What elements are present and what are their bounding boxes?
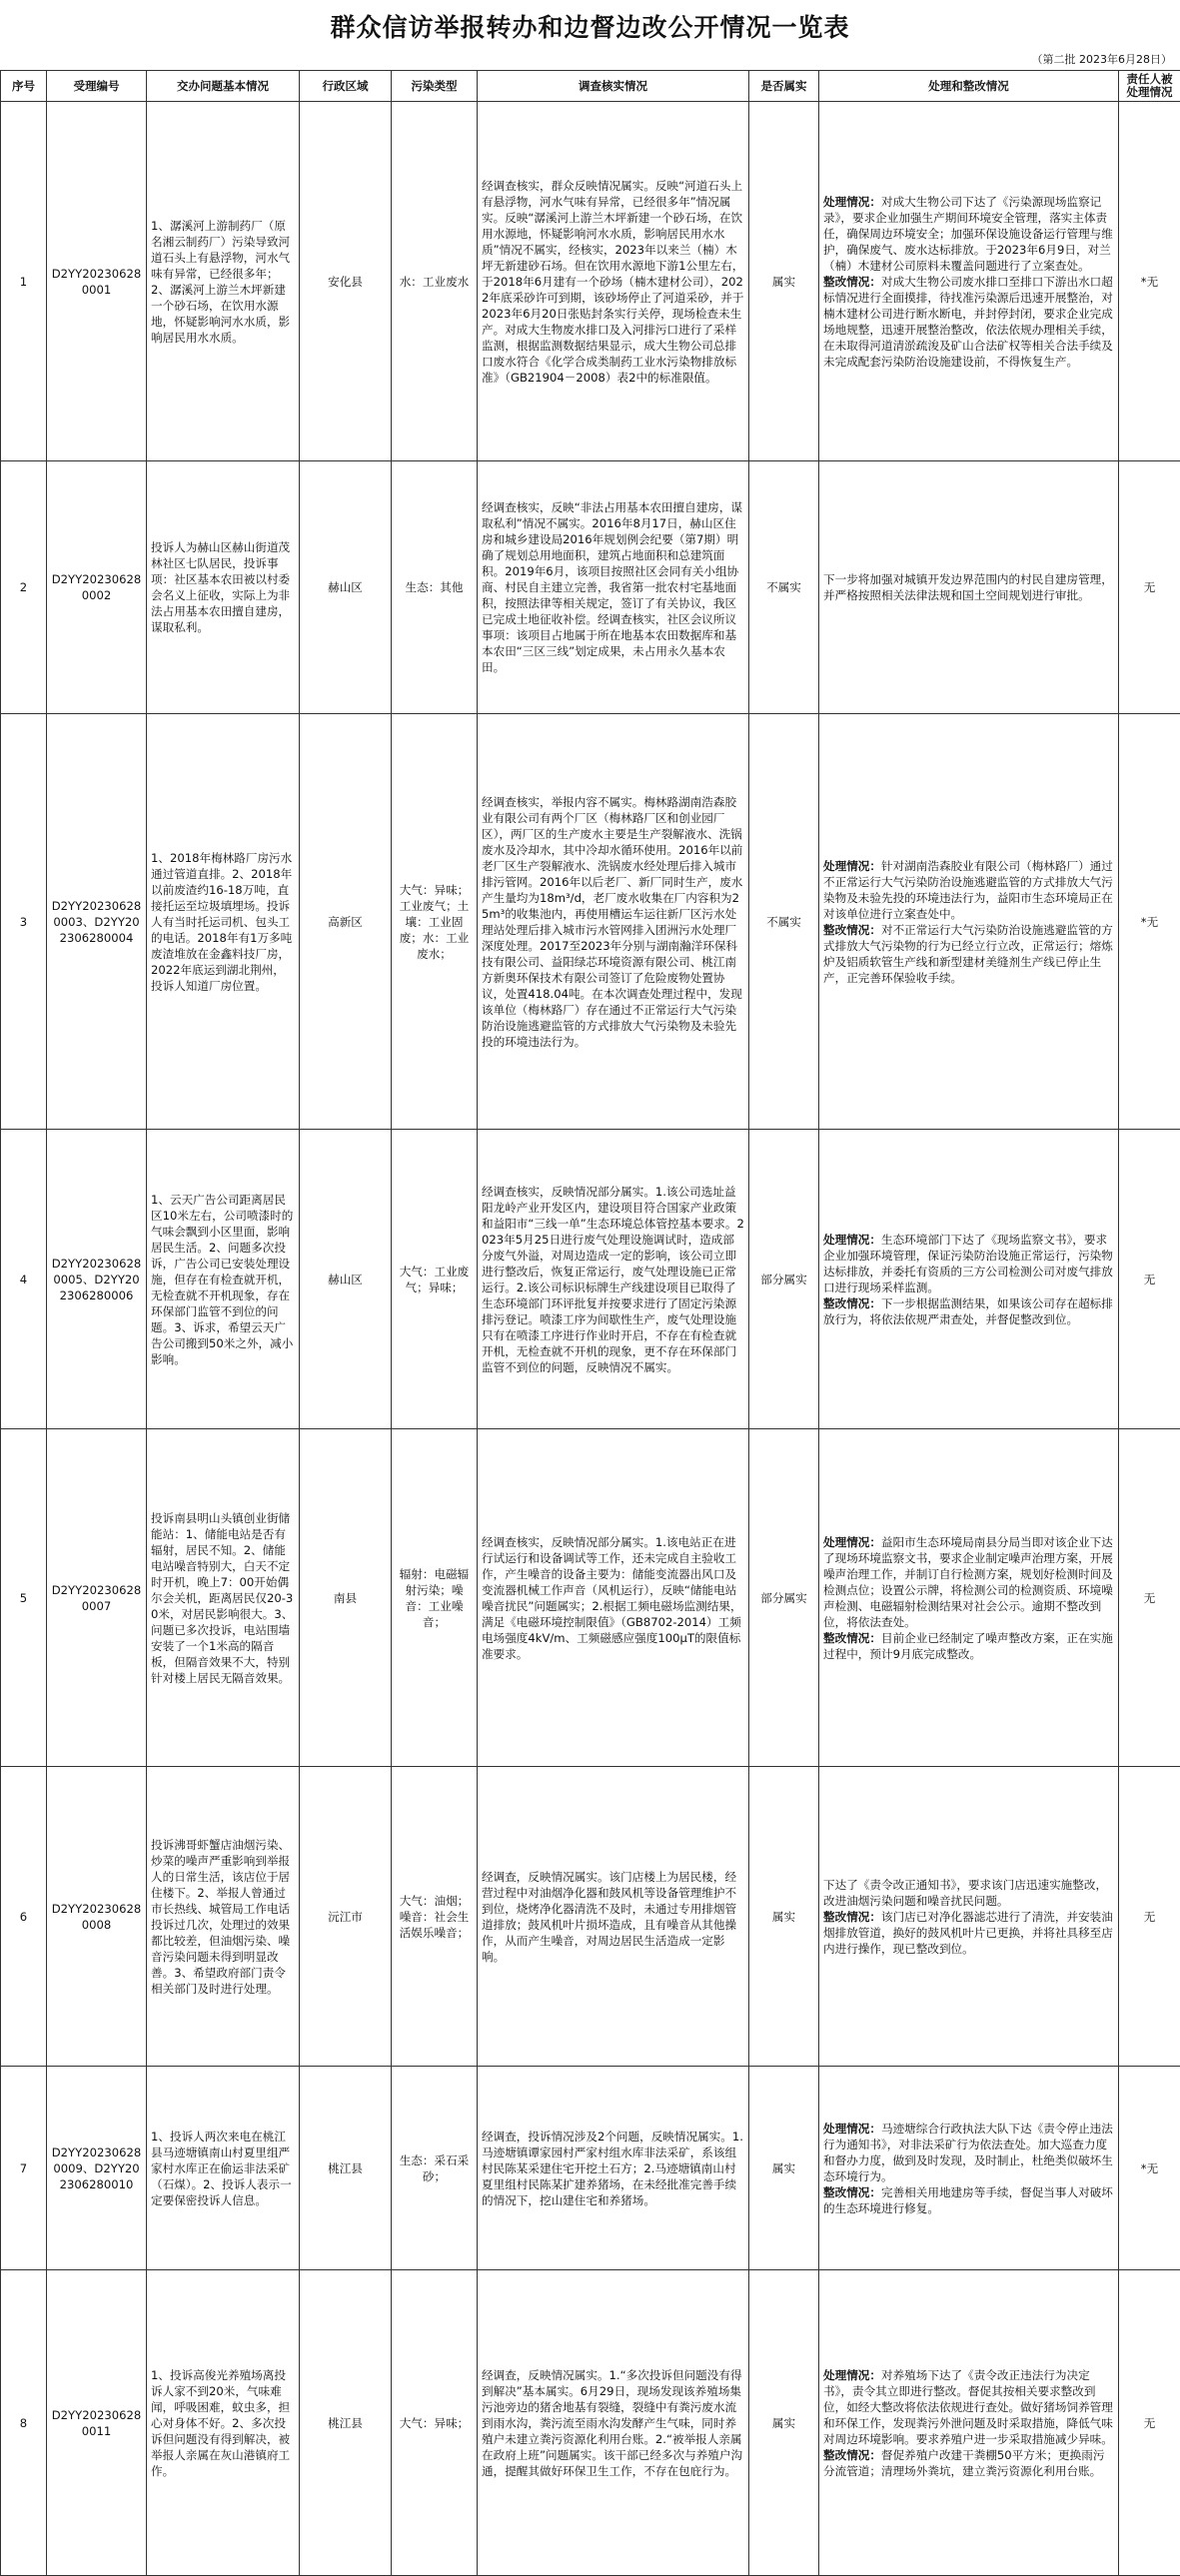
cell-issue: 投诉南县明山头镇创业街储能站：1、储能电站是否有辐射，居民不知。2、储能电站噪音特别大，白天不定时开机，晚上7：00开始偶尔会关机，距离居民仅20-30米，对居民影响很大。3、问题已多次投诉，电站围墙安装了一个1米高的隔音板，但隔音效果不大，特别针对楼上居民无隔音效果。 <box>147 1429 300 1767</box>
cell-pollution: 生态：采石采砂； <box>392 2067 478 2270</box>
cell-issue: 1、云天广告公司距离居民区10米左右，公司喷漆时的气味会飘到小区里面，影响居民生活。2、问题多次投诉，广告公司已安装处理设施，但存在有检查就开机，无检查就不开机现象，存在环保部门监管不到位的问题。3、诉求，希望云天广告公司搬到50米之外，减小影响。 <box>147 1130 300 1429</box>
cell-code: D2YY202306280007 <box>47 1429 147 1767</box>
handling-text: 马迹塘综合行政执法大队下达《责令停止违法行为通知书》，对非法采矿行为依法查处。加大巡查力度和督办力度，做到及时发现，及时制止，杜绝类似破坏生态环境行为。 <box>823 2122 1113 2183</box>
handling-text: 对养殖场下达了《责令改正违法行为决定书》，责令其立即进行整改。督促其按相关要求整改到位，如经大整改将依法依规进行查处。做好猪场饲养管理和环保工作，发现粪污外泄问题及时采取措施，降低气味对周边环境影响。要求养殖户进一步采取措施减少异味。 <box>823 2368 1113 2446</box>
cell-pollution: 大气：异味；工业废气；土壤：工业固废；水：工业废水； <box>392 714 478 1130</box>
table-row <box>1 1429 1180 1767</box>
cell-region: 桃江县 <box>300 2067 392 2270</box>
handling-label: 处理情况： <box>823 2122 881 2136</box>
handling-label: 整改情况： <box>823 1910 881 1924</box>
cell-verified: 部分属实 <box>749 1429 819 1767</box>
handling-paragraph <box>823 2367 1114 2447</box>
handling-paragraph <box>823 274 1114 370</box>
handling-label: 处理情况： <box>823 1535 881 1549</box>
header-issue: 交办问题基本情况 <box>147 71 300 102</box>
cell-investigation: 经调查核实，群众反映情况属实。反映“河道石头上有悬浮物，河水气味有异常，已经很多年”情况属实。反映“潺溪河上游兰木坪新建一个砂石场，在饮用水源地，怀疑影响河水水质，影响居民用水水质”情况不属实，经核实，2023年以来兰（楠）木坪无新建砂石场。但在饮用水源地下游1公里左右，于2018年6月建有一个砂场（楠木建材公司），2022年底采砂许可到期，该砂场停止了河道采砂，并于2023年6月20日张贴封条实行关停，现场检查未生产。对成大生物废水排口及入河排污口进行了采样监测，根据监测数据结果显示，成大生物公司总排口废水符合《化学合成类制药工业水污染物排放标准》（GB21904－2008）表2中的标准限值。 <box>478 102 749 461</box>
header-handling: 处理和整改情况 <box>819 71 1119 102</box>
handling-paragraph <box>823 922 1114 986</box>
cell-region: 沅江市 <box>300 1767 392 2067</box>
cell-verified: 部分属实 <box>749 1130 819 1429</box>
header-code: 受理编号 <box>47 71 147 102</box>
cell-investigation: 经调查核实，反映情况部分属实。1.该电站正在进行试运行和设备调试等工作，还未完成自主验收工作，产生噪音的设备主要为：储能变流器出风口及变流器机械工作声音（风机运行），反映“储能电站噪音扰民”问题属实；2.根据工频电磁场监测结果，满足《电磁环境控制限值》（GB8702-2014）工频电场强度4kV/m、工频磁感应强度100μT的限值标准要求。 <box>478 1429 749 1767</box>
cell-no: 6 <box>1 1767 47 2067</box>
cell-issue: 1、2018年梅林路厂房污水通过管道直排。2、2018年以前废渣约16-18万吨，直接托运至垃圾填埋场。投诉人有当时托运司机、包头工的电话。2018年有1万多吨废渣堆放在金鑫料技厂房，2022年底运到湖北荆州，投诉人知道厂房位置。 <box>147 714 300 1130</box>
cell-issue: 投诉沸哥虾蟹店油烟污染、炒菜的噪声严重影响到举报人的日常生活，该店位于居住楼下。2、举报人曾通过市长热线、城管局工作电话投诉过几次，处理过的效果都比较差，但油烟污染、噪音污染问题未得到明显改善。3、希望政府部门责令相关部门及时进行处理。 <box>147 1767 300 2067</box>
cell-handling <box>819 714 1119 1130</box>
handling-text: 该门店已对净化器滤芯进行了清洗，并安装油烟排放管道，换好的鼓风机叶片已更换，并将社具移至店内进行操作，现已整改到位。 <box>823 1910 1113 1956</box>
cell-code: D2YY202306280009、D2YY202306280010 <box>47 2067 147 2270</box>
header-region: 行政区域 <box>300 71 392 102</box>
cell-verified: 属实 <box>749 1767 819 2067</box>
handling-label: 处理情况： <box>823 195 881 209</box>
cell-no: 5 <box>1 1429 47 1767</box>
handling-paragraph <box>823 858 1114 922</box>
cell-handling <box>819 102 1119 461</box>
header-pollution: 污染类型 <box>392 71 478 102</box>
cell-code: D2YY202306280005、D2YY202306280006 <box>47 1130 147 1429</box>
handling-paragraph <box>823 1534 1114 1630</box>
cell-pollution: 大气：异味； <box>392 2270 478 2576</box>
cell-pollution: 生态：其他 <box>392 461 478 714</box>
cell-accountability: 无 <box>1119 1429 1180 1767</box>
cell-region: 赫山区 <box>300 1130 392 1429</box>
handling-label: 处理情况： <box>823 859 881 873</box>
table-row <box>1 2067 1180 2270</box>
cell-region: 赫山区 <box>300 461 392 714</box>
cell-handling <box>819 1130 1119 1429</box>
handling-paragraph <box>823 2121 1114 2184</box>
cell-issue: 1、投诉人两次来电在桃江县马迹塘镇南山村夏里组严家村水库正在偷运非法采矿（石煤）。2、投诉人表示一定要保密投诉人信息。 <box>147 2067 300 2270</box>
handling-text: 益阳市生态环境局南县分局当即对该企业下达了现场环境监察文书，要求企业制定噪声治理方案，开展噪声治理工作，并制订自行检测方案，规划好检测时间及检测点位；设置公示牌，将检测公司的检测资质、环境噪声检测、电磁辐射检测结果对社会公示。逾期不整改到位，将依法查处。 <box>823 1535 1113 1629</box>
cell-accountability: *无 <box>1119 714 1180 1130</box>
cell-verified: 属实 <box>749 2067 819 2270</box>
handling-paragraph <box>823 1232 1114 1295</box>
cell-code: D2YY202306280008 <box>47 1767 147 2067</box>
cell-investigation: 经调查核实，反映情况部分属实。1.该公司选址益阳龙岭产业开发区内，建设项目符合国家产业政策和益阳市“三线一单”生态环境总体管控基本要求。2023年5月25日进行废气处理设施调试时，造成部分废气外溢，对周边造成一定的影响，该公司立即进行整改后，恢复正常运行，废气处理设施已正常运行。2.该公司标识标牌生产线建设项目已取得了生态环境部门环评批复并按要求进行了固定污染源排污登记。喷漆工序为间歇性生产，废气处理设施只有在喷漆工序进行作业时开启，不存在有检查就开机，无检查就不开机的现象，更不存在环保部门监管不到位的问题，反映情况不属实。 <box>478 1130 749 1429</box>
cell-verified: 不属实 <box>749 461 819 714</box>
cell-region: 桃江县 <box>300 2270 392 2576</box>
cell-no: 2 <box>1 461 47 714</box>
cell-verified: 属实 <box>749 2270 819 2576</box>
cell-no: 4 <box>1 1130 47 1429</box>
handling-text: 完善相关用地建房等手续，督促当事人对破坏的生态环境进行修复。 <box>823 2185 1113 2215</box>
cell-code: D2YY202306280001 <box>47 102 147 461</box>
cell-handling <box>819 1429 1119 1767</box>
handling-text: 督促养殖户改建干粪棚50平方米；更换雨污分流管道；清理场外粪坑，建立粪污资源化利用台账。 <box>823 2448 1104 2478</box>
table-row <box>1 714 1180 1130</box>
cell-accountability: 无 <box>1119 1767 1180 2067</box>
cell-investigation: 经调查核实，举报内容不属实。梅林路湖南浩森胶业有限公司有两个厂区（梅林路厂区和创业园厂区），两厂区的生产废水主要是生产裂解液水、洗锅废水及冷却水，其中冷却水循环使用。2016年以前老厂区生产裂解液水、洗锅废水经处理后排入城市排污管网。2016年以后老厂、新厂同时生产，废水产生量均为18m³/d，老厂废水收集在厂内容积为25m³的收集池内，再使用槽运车运往新厂区污水处理站处理后排入城市污水管网排入团洲污水处理厂深度处理。2017至2023年分别与湖南瀚洋环保科技有限公司、益阳绿芯环境资源有限公司、桃江南方新奥环保技术有限公司签订了危险废物处置协议，处置418.04吨。在本次调查处理过程中，发现该单位（梅林路厂）存在通过不正常运行大气污染防治设施逃避监管的方式排放大气污染物及未验先投的环境违法行为。 <box>478 714 749 1130</box>
cell-investigation: 经调查，投诉情况涉及2个问题，反映情况属实。1.马迹塘镇谭家园村严家村组水库非法采矿，系该组村民陈某采建住宅开挖土石方；2.马迹塘镇南山村夏里组村民陈某扩建养猪场，在未经批准完善手续的情况下，挖山建住宅和养猪场。 <box>478 2067 749 2270</box>
handling-paragraph <box>823 571 1114 603</box>
cell-code: D2YY202306280002 <box>47 461 147 714</box>
cell-pollution: 大气：工业废气；异味； <box>392 1130 478 1429</box>
handling-text: 生态环境部门下达了《现场监察文书》，要求企业加强环境管理，保证污染防治设施正常运行，污染物达标排放，并委托有资质的三方公司检测公司对废气排放口进行现场采样监测。 <box>823 1233 1113 1294</box>
handling-label: 整改情况： <box>823 923 881 937</box>
handling-text: 对成大生物公司废水排口至排口下游出水口超标情况进行全面摸排，待找准污染源后迅速开展整治，对楠木建材公司进行断水断电，并封停封闭，要求企业完成场地规整，迅速开展整治整改，依法依规办理相关手续，在未取得河道清淤疏浚及矿山合法矿权等相关合法手续及未完成配套污染防治设施建设前，不得恢复生产。 <box>823 275 1113 369</box>
cell-pollution: 大气：油烟；噪音：社会生活娱乐噪音； <box>392 1767 478 2067</box>
handling-label: 处理情况： <box>823 2368 881 2382</box>
cell-investigation: 经调查，反映情况属实。1.“多次投诉但问题没有得到解决”基本属实。6月29日，现场发现该养殖场集污池旁边的猪舍地基有裂缝，裂缝中有粪污废水流到雨水沟，粪污流至雨水沟发酵产生气味，同时养殖户未建立粪污资源化利用台账。2.“被举报人亲属在政府上班”问题属实。该干部已经多次与养殖户沟通，提醒其做好环保卫生工作，不存在包庇行为。 <box>478 2270 749 2576</box>
header-row <box>1 71 1180 102</box>
header-no: 序号 <box>1 71 47 102</box>
handling-paragraph <box>823 1295 1114 1327</box>
handling-label: 处理情况： <box>823 1233 881 1247</box>
header-verified: 是否属实 <box>749 71 819 102</box>
cell-region: 高新区 <box>300 714 392 1130</box>
handling-text: 对成大生物公司下达了《污染源现场监察记录》，要求企业加强生产期间环境安全管理，落实主体责任，确保周边环境安全；加强环保设施设备运行管理与维护，确保废气、废水达标排放。于2023年6月9日，对兰（楠）木建材公司原料未覆盖问题进行了立案查处。 <box>823 195 1113 273</box>
batch-note: （第二批 2023年6月28日） <box>1032 52 1173 68</box>
cell-no: 8 <box>1 2270 47 2576</box>
cell-issue: 1、潺溪河上游制药厂（原名湘云制药厂）污染导致河道石头上有悬浮物，河水气味有异常，已经很多年；2、潺溪河上游兰木坪新建一个砂石场，在饮用水源地，怀疑影响河水水质，影响居民用水水质。 <box>147 102 300 461</box>
table-row <box>1 1767 1180 2067</box>
table-body <box>1 102 1180 2576</box>
handling-label: 整改情况： <box>823 1631 881 1645</box>
cell-accountability: *无 <box>1119 2067 1180 2270</box>
handling-text: 针对湖南浩森胶业有限公司（梅林路厂）通过不正常运行大气污染防治设施逃避监管的方式排放大气污染物及未验先投的环境违法行为，益阳市生态环境局正在对该单位进行立案查处中。 <box>823 859 1113 921</box>
table-row <box>1 461 1180 714</box>
handling-text: 目前企业已经制定了噪声整改方案，正在实施过程中，预计9月底完成整改。 <box>823 1631 1113 1661</box>
cell-region: 安化县 <box>300 102 392 461</box>
cell-accountability: *无 <box>1119 102 1180 461</box>
handling-label: 整改情况： <box>823 2448 881 2462</box>
cell-no: 1 <box>1 102 47 461</box>
cell-investigation: 经调查，反映情况属实。该门店楼上为居民楼，经营过程中对油烟净化器和鼓风机等设备管理维护不到位，烧烤净化器清洗不及时，未通过专用排烟管道排放；鼓风机叶片损坏造成，且有噪音从其他操作，从而产生噪音，对周边居民生活造成一定影响。 <box>478 1767 749 2067</box>
cell-investigation: 经调查核实，反映“非法占用基本农田擅自建房，谋取私利”情况不属实。2016年8月17日，赫山区住房和城乡建设局2016年规划例会纪要（第7期）明确了规划总用地面积，建筑占地面积和总建筑面积。2019年6月，该项目按照社区会同有关小组协商、村民自主建立完善，我省第一批农村宅基地面积，按照法律等相关规定，签订了有关协议，我区已完成土地征收补偿。经调查核实，社区会议所议事项：该项目占地属于所在地基本农田数据库和基本农田“三区三线”划定成果，未占用永久基本农田。 <box>478 461 749 714</box>
handling-text: 下达了《责令改正通知书》，要求该门店迅速实施整改，改进油烟污染问题和噪音扰民问题。 <box>823 1878 1107 1908</box>
handling-label: 整改情况： <box>823 2185 881 2199</box>
cell-code: D2YY202306280003、D2YY202306280004 <box>47 714 147 1130</box>
cell-accountability: 无 <box>1119 2270 1180 2576</box>
cell-pollution: 辐射：电磁辐射污染；噪音：工业噪音； <box>392 1429 478 1767</box>
cell-verified: 属实 <box>749 102 819 461</box>
table-row <box>1 102 1180 461</box>
cell-handling <box>819 2067 1119 2270</box>
cell-handling <box>819 461 1119 714</box>
cell-issue: 1、投诉高俊光养殖场离投诉人家不到20米，气味难闻，呼吸困难，蚊虫多，担心对身体不好。2、多次投诉但问题没有得到解决，被举报人亲属在灰山港镇府工作。 <box>147 2270 300 2576</box>
cell-no: 3 <box>1 714 47 1130</box>
cell-no: 7 <box>1 2067 47 2270</box>
header-investigation: 调查核实情况 <box>478 71 749 102</box>
disclosure-table <box>0 70 1180 2576</box>
table-row <box>1 2270 1180 2576</box>
cell-handling <box>819 1767 1119 2067</box>
handling-paragraph <box>823 194 1114 274</box>
cell-accountability: 无 <box>1119 461 1180 714</box>
handling-paragraph <box>823 1877 1114 1909</box>
cell-code: D2YY202306280011 <box>47 2270 147 2576</box>
handling-label: 整改情况： <box>823 1296 881 1310</box>
cell-accountability: 无 <box>1119 1130 1180 1429</box>
handling-text: 下一步根据监测结果，如果该公司存在超标排放行为，将依法依规严肃查处，并督促整改到位。 <box>823 1296 1113 1326</box>
cell-handling <box>819 2270 1119 2576</box>
handling-paragraph <box>823 2447 1114 2479</box>
cell-region: 南县 <box>300 1429 392 1767</box>
table-row <box>1 1130 1180 1429</box>
cell-issue: 投诉人为赫山区赫山街道茂林社区七队居民，投诉事项：社区基本农田被以村委会名义上征收，实际上为非法占用基本农田擅自建房，谋取私利。 <box>147 461 300 714</box>
handling-paragraph <box>823 1630 1114 1662</box>
handling-label: 整改情况： <box>823 275 881 289</box>
cell-pollution: 水：工业废水 <box>392 102 478 461</box>
page-title: 群众信访举报转办和边督边改公开情况一览表 <box>0 0 1180 56</box>
header-accountability: 责任人被处理情况 <box>1119 71 1180 102</box>
cell-verified: 不属实 <box>749 714 819 1130</box>
handling-paragraph <box>823 2184 1114 2216</box>
handling-paragraph <box>823 1909 1114 1957</box>
handling-text: 对不正常运行大气污染防治设施逃避监管的方式排放大气污染物的行为已经立行立改，正常运行；熔炼炉及铝质软管生产线和新型建材美缝剂生产线已停止生产，正完善环保验收手续。 <box>823 923 1113 985</box>
handling-text: 下一步将加强对城镇开发边界范围内的村民自建房管理，并严格按照相关法律法规和国土空间规划进行审批。 <box>823 572 1113 602</box>
